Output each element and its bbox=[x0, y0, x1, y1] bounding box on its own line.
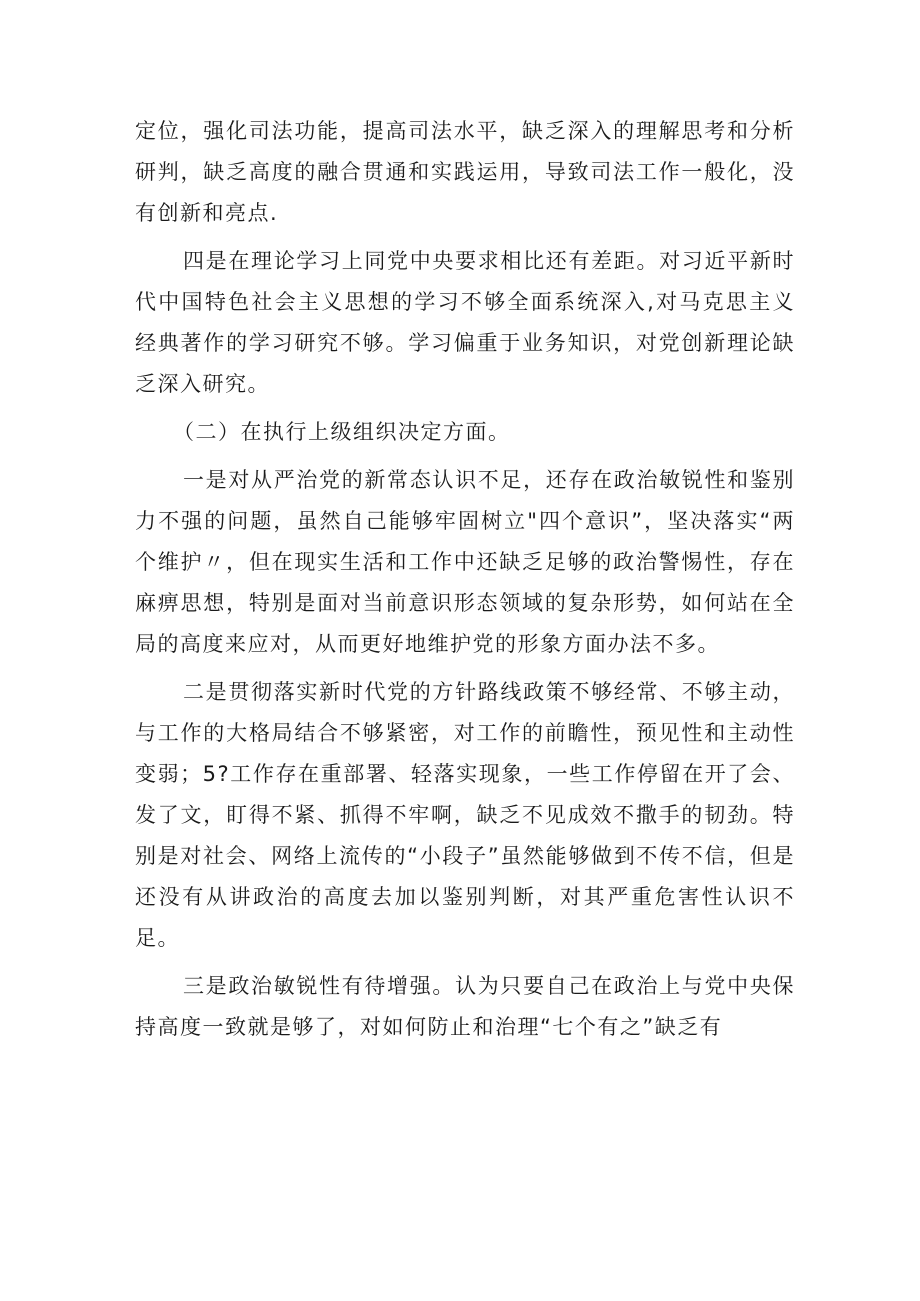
section-heading: （二）在执行上级组织决定方面。 bbox=[173, 420, 511, 444]
paragraph-point-four: 四是在理论学习上同党中央要求相比还有差距。对习近平新时代中国特色社会主义思想的学习不够全面系统深入,对马克思主义经典著作的学习研究不够。学习偏重于业务知识，对党创新理论缺乏深入研究。 bbox=[135, 249, 795, 396]
paragraph-point-three: 三是政治敏锐性有待增强。认为只要自己在政治上与党中央保持高度一致就是够了，对如何防止和治理“七个有之”缺乏有 bbox=[135, 974, 795, 1039]
document-body bbox=[135, 111, 795, 1048]
paragraph-continuation: 定位，强化司法功能，提高司法水平，缺乏深入的理解思考和分析研判，缺乏高度的融合贯通和实践运用，导致司法工作一般化，没有创新和亮点. bbox=[135, 119, 795, 225]
paragraph-point-two: 二是贯彻落实新时代党的方针路线政策不够经常、不够主动，与工作的大格局结合不够紧密，对工作的前瞻性，预见性和主动性变弱；5?工作存在重部署、轻落实现象，一些工作停留在开了会、发了文，盯得不紧、抓得不牢啊，缺乏不见成效不撒手的韧劲。特别是对社会、网络上流传的“小段子”虽然能够做到不传不信，但是还没有从讲政治的高度去加以鉴别判断，对其严重危害性认识不足。 bbox=[135, 680, 795, 950]
paragraph-point-one: 一是对从严治党的新常态认识不足，还存在政治敏锐性和鉴别力不强的问题，虽然自己能够牢固树立"四个意识”，坚决落实“两个维护〃，但在现实生活和工作中还缺乏足够的政治警惕性，存在麻痹思想，特别是面对当前意识形态领域的复杂形势，如何站在全局的高度来应对，从而更好地维护党的形象方面办法不多。 bbox=[135, 468, 795, 656]
